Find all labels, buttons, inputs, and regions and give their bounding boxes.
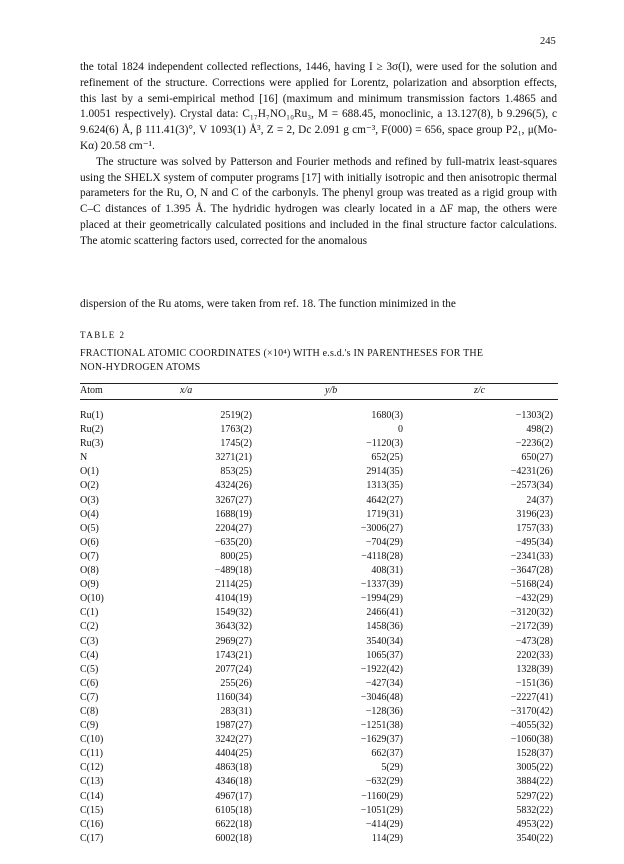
cell-y: −632(29) [365, 776, 403, 788]
cell-x: 2114(25) [215, 579, 252, 591]
cell-z: 3196(23) [516, 508, 553, 520]
table-row [80, 761, 560, 775]
table-row [80, 677, 560, 691]
table-row [80, 508, 560, 522]
table-row [80, 564, 560, 578]
cell-atom: C(7) [80, 691, 99, 703]
table-row [80, 494, 560, 508]
cell-y: −4118(28) [361, 550, 403, 562]
cell-atom: C(14) [80, 790, 104, 802]
cell-atom: O(4) [80, 508, 99, 520]
cell-atom: Ru(1) [80, 410, 104, 421]
cell-atom: C(2) [80, 621, 99, 633]
cell-z: −2172(39) [510, 621, 553, 633]
table-row [80, 775, 560, 789]
table-body [80, 409, 560, 846]
cell-z: −495(34) [515, 536, 553, 548]
cell-y: 1313(35) [366, 480, 403, 492]
cell-y: −1922(42) [360, 663, 403, 675]
cell-y: −704(29) [365, 536, 403, 548]
page-number: 245 [540, 36, 556, 47]
cell-y: −1251(38) [360, 720, 403, 732]
cell-z: −432(29) [515, 593, 553, 605]
table-row [80, 409, 560, 423]
cell-z: 3884(22) [516, 776, 553, 788]
cell-z: −3170(42) [510, 705, 553, 717]
cell-x: −489(18) [214, 565, 252, 577]
cell-z: −2573(34) [510, 480, 553, 492]
cell-atom: O(6) [80, 536, 99, 548]
cell-atom: O(10) [80, 593, 104, 605]
cell-z: −151(36) [515, 677, 553, 689]
cell-z: −2341(33) [510, 550, 553, 562]
text-line: factor calculations. The atomic scattering factors used, corrected for the anomalous [80, 218, 557, 247]
cell-z: −5168(24) [510, 579, 553, 591]
cell-x: 800(25) [220, 550, 252, 562]
cell-z: −4231(26) [510, 466, 553, 478]
table-row [80, 649, 560, 663]
cell-z: 24(37) [526, 494, 553, 506]
paragraph-structure-data [80, 60, 557, 155]
text-line: Crystal data: C₁₇H₇NO₁₀Ru₃, M = 688.45, monoclinic, a 13.127(8), b 9.296(5), c [180, 108, 557, 121]
cell-y: 652(25) [371, 452, 403, 464]
table-row [80, 465, 560, 479]
text-line: of the carbonyls. The phenyl group was treated as a rigid group with C–C distances [80, 187, 557, 216]
paragraph-refinement [80, 155, 557, 250]
cell-z: 1328(39) [516, 663, 553, 675]
table-header-rule [80, 399, 558, 400]
cell-x: 2969(27) [215, 635, 252, 647]
table-row [80, 522, 560, 536]
cell-x: 1549(32) [215, 607, 252, 619]
cell-z: −2227(41) [510, 691, 553, 703]
cell-x: 6622(18) [215, 818, 252, 830]
cell-atom: O(7) [80, 550, 99, 562]
cell-x: 1745(2) [220, 438, 252, 450]
text-line: the total 1824 independent collected reflections, 1446, having I ≥ 3σ(I), were used [80, 61, 463, 73]
cell-y: 1719(31) [366, 508, 403, 520]
cell-atom: C(6) [80, 677, 99, 689]
cell-x: −635(20) [214, 536, 252, 548]
cell-y: −1994(29) [360, 593, 403, 605]
cell-x: 853(25) [220, 466, 252, 478]
text-line: full-matrix least-squares using the SHELX system of computer programs [17] with [80, 155, 558, 184]
cell-z: −473(28) [515, 635, 553, 647]
table-row [80, 818, 560, 832]
cell-atom: N [80, 452, 88, 464]
table-row [80, 592, 560, 606]
text-line: of 1.395 Å. The hydridic hydrogen was clearly located in a ΔF map, the others were [151, 203, 557, 216]
cell-x: 3267(27) [215, 494, 252, 506]
cell-atom: C(4) [80, 649, 99, 661]
cell-z: 1757(33) [516, 522, 553, 534]
cell-atom: C(10) [80, 734, 104, 746]
cell-x: 2204(27) [215, 522, 252, 534]
cell-atom: C(16) [80, 818, 104, 830]
text-line: placed at their geometrically calculated positions and included in the final structure [80, 218, 467, 231]
cell-y: −1337(39) [360, 579, 403, 591]
cell-z: 1528(37) [516, 748, 553, 760]
cell-x: 255(26) [220, 677, 252, 689]
cell-atom: C(11) [80, 748, 103, 760]
cell-x: 4967(17) [215, 790, 252, 802]
text-line: initially isotropic and then anisotropic thermal parameters for the Ru, O, N and C [80, 171, 557, 200]
cell-atom: O(1) [80, 466, 99, 478]
header-atom: Atom [80, 385, 103, 396]
cell-z: 3540(22) [516, 832, 553, 844]
table-row [80, 620, 560, 634]
cell-atom: O(9) [80, 579, 99, 591]
text-line: The structure was solved by Patterson and Fourier methods and refined by [96, 155, 443, 168]
cell-x: 2519(2) [220, 410, 252, 421]
cell-y: 2466(41) [366, 607, 403, 619]
cell-z: −2236(2) [515, 438, 553, 450]
text-line: [16] (maximum and minimum transmission factors 1.4865 and 1.0051 respectively). [80, 92, 557, 121]
text-line: group P2₁, μ(Mo-Kα) 20.58 cm⁻¹. [80, 124, 557, 152]
cell-atom: Ru(3) [80, 438, 104, 450]
cell-x: 1743(21) [215, 649, 252, 661]
table-row [80, 437, 560, 451]
cell-y: 1065(37) [366, 649, 403, 661]
cell-atom: O(2) [80, 480, 99, 492]
cell-z: −3120(32) [510, 607, 553, 619]
cell-y: −427(34) [365, 677, 403, 689]
cell-y: −414(29) [365, 818, 403, 830]
cell-x: 3242(27) [215, 734, 252, 746]
cell-y: −1160(29) [361, 790, 403, 802]
cell-y: 1680(3) [371, 410, 403, 421]
cell-atom: Ru(2) [80, 424, 104, 436]
text-line: 9.624(6) Å, β 111.41(3)°, V 1093(1) Å³, Z = 2, Dc 2.091 g cm⁻³, F(000) = 656, space [80, 124, 473, 137]
table-row [80, 691, 560, 705]
cell-atom: O(8) [80, 565, 99, 577]
cell-z: −1303(2) [515, 410, 553, 421]
cell-y: −3006(27) [360, 522, 403, 534]
table-caption [80, 347, 560, 374]
cell-y: 662(37) [371, 748, 403, 760]
table-row [80, 663, 560, 677]
table-label: TABLE 2 [80, 330, 126, 340]
cell-z: 5297(22) [516, 790, 553, 802]
cell-atom: C(15) [80, 804, 104, 816]
caption-line: FRACTIONAL ATOMIC COORDINATES (×10⁴) WITH e.s.d.'s IN PARENTHESES FOR THE [80, 348, 484, 359]
cell-x: 4104(19) [215, 593, 252, 605]
table-row [80, 479, 560, 493]
cell-atom: C(17) [80, 832, 104, 844]
header-y: y/b [325, 385, 338, 396]
cell-y: 4642(27) [366, 494, 403, 506]
cell-y: −128(36) [365, 705, 403, 717]
cell-x: 3271(21) [215, 452, 252, 464]
table-row [80, 804, 560, 818]
cell-atom: C(9) [80, 720, 99, 732]
table-row [80, 578, 560, 592]
body-text [80, 60, 557, 250]
cell-y: −1051(29) [360, 804, 403, 816]
cell-atom: C(13) [80, 776, 104, 788]
cell-z: 3005(22) [516, 762, 553, 774]
table-row [80, 423, 560, 437]
text-line: for the solution and refinement of the structure. Corrections were applied for [80, 61, 557, 89]
cell-z: 498(2) [526, 424, 553, 436]
cell-z: 5832(22) [516, 804, 553, 816]
cell-x: 1160(34) [215, 691, 252, 703]
cell-x: 3643(32) [215, 621, 252, 633]
table-row [80, 705, 560, 719]
header-z: z/c [474, 385, 486, 396]
cell-atom: C(1) [80, 607, 99, 619]
cell-y: 1458(36) [366, 621, 403, 633]
cell-x: 4863(18) [215, 762, 252, 774]
cell-z: −3647(28) [510, 565, 553, 577]
cell-x: 4324(26) [215, 480, 252, 492]
table-row [80, 719, 560, 733]
cell-x: 6105(18) [215, 804, 252, 816]
cell-x: 4404(25) [215, 748, 252, 760]
table-row [80, 451, 560, 465]
table-row [80, 733, 560, 747]
table-row [80, 790, 560, 804]
text-line: Lorentz, polarization and absorption effects, this last by a semi-empirical method [80, 76, 557, 105]
cell-y: 2914(35) [366, 466, 403, 478]
cell-y: 3540(34) [366, 635, 403, 647]
cell-x: 1688(19) [215, 508, 252, 520]
cell-atom: O(5) [80, 522, 99, 534]
cell-z: −4055(32) [510, 720, 553, 732]
cell-x: 4346(18) [215, 776, 252, 788]
header-x: x/a [180, 385, 193, 396]
cell-y: 408(31) [371, 565, 403, 577]
table-row [80, 832, 560, 846]
cell-x: 6002(18) [215, 832, 252, 844]
cell-z: 2202(33) [516, 649, 553, 661]
cell-x: 1987(27) [215, 720, 252, 732]
cell-y: −1629(37) [360, 734, 403, 746]
cell-atom: O(3) [80, 494, 99, 506]
cell-z: 4953(22) [516, 818, 553, 830]
table-top-rule [80, 383, 558, 384]
table-row [80, 606, 560, 620]
cell-y: −3046(48) [360, 691, 403, 703]
cell-atom: C(8) [80, 705, 99, 717]
cell-y: 5(29) [381, 762, 403, 774]
cell-x: 1763(2) [220, 424, 252, 436]
table-row [80, 747, 560, 761]
table-row [80, 536, 560, 550]
cut-off-text-line: dispersion of the Ru atoms, were taken from ref. 18. The function minimized in the [80, 298, 456, 310]
cell-atom: C(5) [80, 663, 99, 675]
cell-x: 283(31) [220, 705, 252, 717]
cell-atom: C(12) [80, 762, 104, 774]
cell-atom: C(3) [80, 635, 99, 647]
table-row [80, 550, 560, 564]
cell-y: −1120(3) [366, 438, 403, 450]
cell-z: 650(27) [521, 452, 553, 464]
table-row [80, 635, 560, 649]
cell-z: −1060(38) [510, 734, 553, 746]
cell-y: 0 [398, 424, 403, 436]
cell-x: 2077(24) [215, 663, 252, 675]
caption-line: NON-HYDROGEN ATOMS [80, 361, 201, 373]
cell-y: 114(29) [371, 832, 403, 844]
